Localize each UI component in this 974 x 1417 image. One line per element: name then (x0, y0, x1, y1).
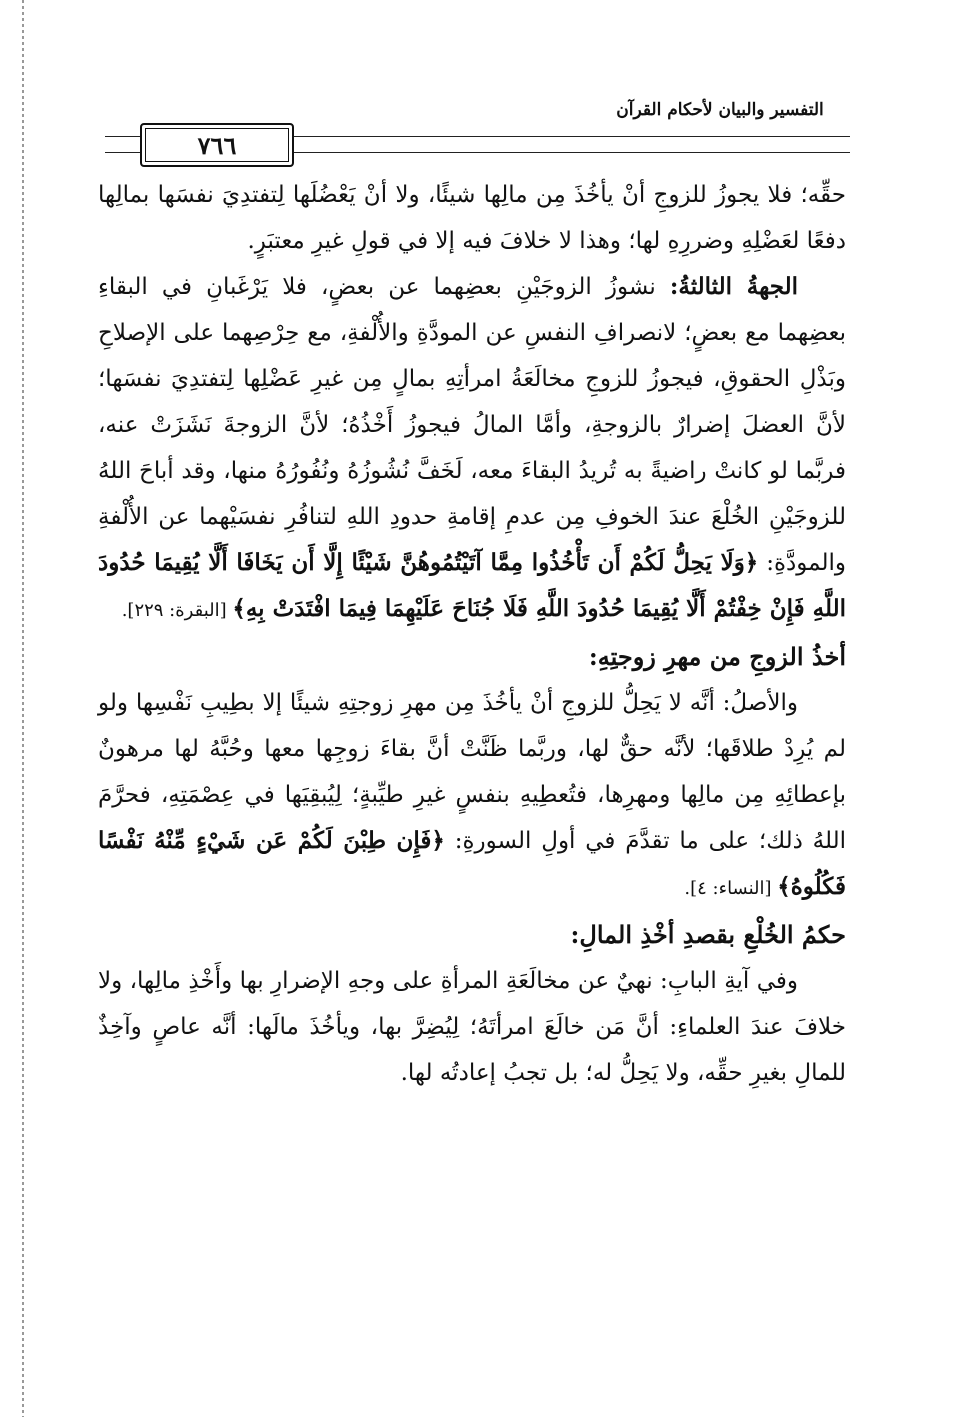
paragraph-2-lead: الجهةُ الثالثةُ: (669, 273, 798, 300)
quran-verse-nisa: ﴿فَإِن طِبْنَ لَكُمْ عَن شَيْءٍ مِّنْهُ نَفْسًا فَكُلُوهُ﴾ (98, 827, 846, 900)
paragraph-3 (98, 680, 846, 912)
verse-reference-baqarah: [البقرة: ٢٢٩]. (121, 600, 233, 621)
heading-husband-taking-dowry: أخذُ الزوجِ من مهرِ زوجتِهِ: (588, 642, 846, 671)
paragraph-1: حقِّه؛ فلا يجوزُ للزوجِ أنْ يأخُذَ مِن مالِها شيئًا، ولا أنْ يَعْضُلَها لِتفتدِيَ نفسَها بمالِها دفعًا لعَضْلِهِ وضررِهِ لها؛ وهذا لا خلافَ فيه إلا في قولِ غيرِ معتبَرٍ. (98, 182, 846, 254)
scan-edge (22, 0, 24, 1417)
verse-reference-nisa: [النساء: ٤]. (684, 878, 778, 899)
page-number: ٧٦٦ (140, 123, 294, 167)
page-body (98, 172, 846, 1096)
paragraph-2 (98, 264, 846, 634)
quran-verse-baqarah: ﴿وَلَا يَحِلُّ لَكُمْ أَن تَأْخُذُوا مِمَّا آتَيْتُمُوهُنَّ شَيْئًا إِلَّا أَن يَخَافَا أَلَّا يُقِيمَا حُدُودَ اللَّهِ فَإِنْ خِفْتُمْ أَلَّا يُقِيمَا حُدُودَ اللَّهِ فَلَا جُنَاحَ عَلَيْهِمَا فِيمَا افْتَدَتْ بِهِ﴾ (98, 549, 846, 622)
paragraph-4: وفي آيةِ البابِ: نهيٌ عن مخالَعَةِ المرأةِ على وجهِ الإضرارِ بها وأَخْذِ مالِها، ولا خلافَ عندَ العلماءِ: أنَّ مَن خالَعَ امرأتَهُ؛ لِيُضِرَّ بها، ويأخُذَ مالَها: أنَّه عاصٍ وآخِذٌ للمالِ بغيرِ حقِّه، ولا يَحِلُّ له؛ بل تجبُ إعادتُه لها. (98, 968, 846, 1086)
book-title: التفسير والبيان لأحكام القرآن (616, 100, 824, 120)
heading-khul-ruling: حكمُ الخُلْعِ بقصدِ أخْذِ المالِ: (570, 920, 846, 949)
paragraph-2-text: نشوزُ الزوجَيْنِ بعضِهما عن بعضٍ، فلا يَرْغَبانِ في البقاءِ بعضِهما مع بعضٍ؛ لانصرافِ النفسِ عن المودَّةِ والأُلْفةِ، مع حِرْصِهما على الإصلاحِ وبَذْلِ الحقوقِ، فيجوزُ للزوجِ مخالَعَةُ امرأتِهِ بمالٍ مِن غيرِ عَضْلِها لِتفتدِيَ نفسَها؛ لأنَّ العضلَ إضرارٌ بالزوجةِ، وأمَّا المالُ فيجوزُ أَخْذُهُ؛ لأنَّ الزوجةَ نَشَزَتْ عنه، فربَّما لو كانتْ راضيةً به تُريدُ البقاءَ معه، لَخَفَّ نُشُوزُهُ ونُفُورُهُ منها، وقد أباحَ اللهُ للزوجَيْنِ الخُلْعَ عندَ الخوفِ مِن عدمِ إقامةِ حدودِ اللهِ لتنافُرِ نفسَيْهما عن الأُلْفةِ والمودَّةِ: (98, 274, 846, 576)
paragraph-3-text: والأصلُ: أنَّه لا يَحِلُّ للزوجِ أنْ يأخُذَ مِن مهرِ زوجتِهِ شيئًا إلا بطِيبِ نَفْسِها ولو لم يُرِدْ طلاقَها؛ لأنَّه حقٌّ لها، وربَّما ظَنَّتْ أنَّ بقاءَ زوجِها معها وحُبَّهُ لها مرهونٌ بإعطائِهِ مِن مالِها ومهرِها، فتُعطِيهِ بنفسٍ غيرِ طيِّبةٍ؛ لِيُبقِيَها في عِصْمَتِهِ، فحرَّمَ اللهُ ذلك؛ على ما تقدَّمَ في أولِ السورةِ: (98, 690, 847, 854)
